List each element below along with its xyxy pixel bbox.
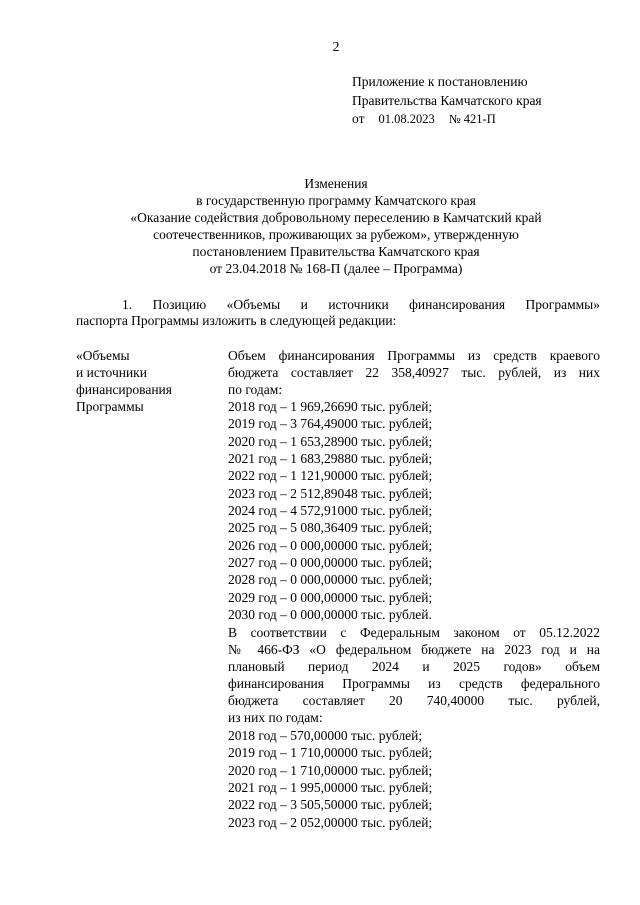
page-number: 2	[332, 40, 340, 55]
appendix-date: 01.08.2023	[378, 112, 435, 126]
appendix-prefix: от	[352, 111, 365, 126]
federal-year-2019: 2019 год – 1 710,00000 тыс. рублей;	[228, 745, 433, 760]
regional-year-2020: 2020 год – 1 653,28900 тыс. рублей;	[228, 434, 433, 449]
federal-year-2023: 2023 год – 2 052,00000 тыс. рублей;	[228, 815, 433, 830]
regional-year-2030: 2030 год – 0 000,00000 тыс. рублей.	[228, 607, 432, 622]
regional-year-2024: 2024 год – 4 572,91000 тыс. рублей;	[228, 503, 433, 518]
title-line-1: Изменения	[304, 176, 368, 191]
federal-year-2021: 2021 год – 1 995,00000 тыс. рублей;	[228, 780, 433, 795]
regional-year-2028: 2028 год – 0 000,00000 тыс. рублей;	[228, 572, 433, 587]
regional-year-2018: 2018 год – 1 969,26690 тыс. рублей;	[228, 399, 433, 414]
left-column-line-1: «Объемы	[76, 348, 130, 363]
regional-line-3: по годам:	[228, 382, 283, 397]
regional-year-2026: 2026 год – 0 000,00000 тыс. рублей;	[228, 538, 433, 553]
appendix-line-1: Приложение к постановлению	[352, 74, 528, 89]
title-line-3: «Оказание содействия добровольному переселению в Камчатский край	[130, 210, 542, 225]
item-1-line-2: паспорта Программы изложить в следующей редакции:	[76, 313, 397, 328]
left-column-line-2: и источники	[76, 365, 147, 380]
appendix-line-2: Правительства Камчатского края	[352, 93, 542, 108]
regional-year-2027: 2027 год – 0 000,00000 тыс. рублей;	[228, 555, 433, 570]
title-line-2: в государственную программу Камчатского края	[196, 193, 476, 208]
title-line-4: соотечественников, проживающих за рубежом», утвержденную	[153, 227, 519, 242]
left-column-line-3: финансирования	[76, 382, 172, 397]
federal-year-2022: 2022 год – 3 505,50000 тыс. рублей;	[228, 797, 433, 812]
federal-line-4: финансирования Программы из средств федерального	[228, 676, 600, 691]
federal-line-5: бюджета составляет 20 740,40000 тыс. рублей,	[228, 693, 600, 708]
regional-year-2023: 2023 год – 2 512,89048 тыс. рублей;	[228, 486, 433, 501]
federal-line-3: плановый период 2024 и 2025 годов» объем	[228, 659, 600, 674]
regional-year-2021: 2021 год – 1 683,29880 тыс. рублей;	[228, 451, 433, 466]
regional-year-2029: 2029 год – 0 000,00000 тыс. рублей;	[228, 590, 433, 605]
federal-line-6: из них по годам:	[228, 710, 323, 725]
title-line-6: от 23.04.2018 № 168-П (далее – Программа)	[209, 261, 463, 276]
regional-year-2022: 2022 год – 1 121,90000 тыс. рублей;	[228, 468, 433, 483]
regional-year-2019: 2019 год – 3 764,49000 тыс. рублей;	[228, 416, 433, 431]
title-line-5: постановлением Правительства Камчатского края	[192, 244, 480, 259]
federal-year-2018: 2018 год – 570,00000 тыс. рублей;	[228, 728, 423, 743]
appendix-number: № 421-П	[448, 112, 496, 126]
federal-line-1: В соответствии с Федеральным законом от 05.12.2022	[228, 625, 600, 640]
item-1-line-1: 1. Позицию «Объемы и источники финансирования Программы»	[122, 297, 600, 312]
federal-year-2020: 2020 год – 1 710,00000 тыс. рублей;	[228, 763, 433, 778]
federal-line-2: № 466-ФЗ «О федеральном бюджете на 2023 год и на	[228, 642, 600, 657]
appendix-date-line	[352, 110, 496, 129]
regional-line-1: Объем финансирования Программы из средств краевого	[228, 348, 600, 363]
left-column-line-4: Программы	[76, 399, 144, 414]
regional-line-2: бюджета составляет 22 358,40927 тыс. рублей, из них	[228, 365, 600, 380]
regional-year-2025: 2025 год – 5 080,36409 тыс. рублей;	[228, 520, 433, 535]
